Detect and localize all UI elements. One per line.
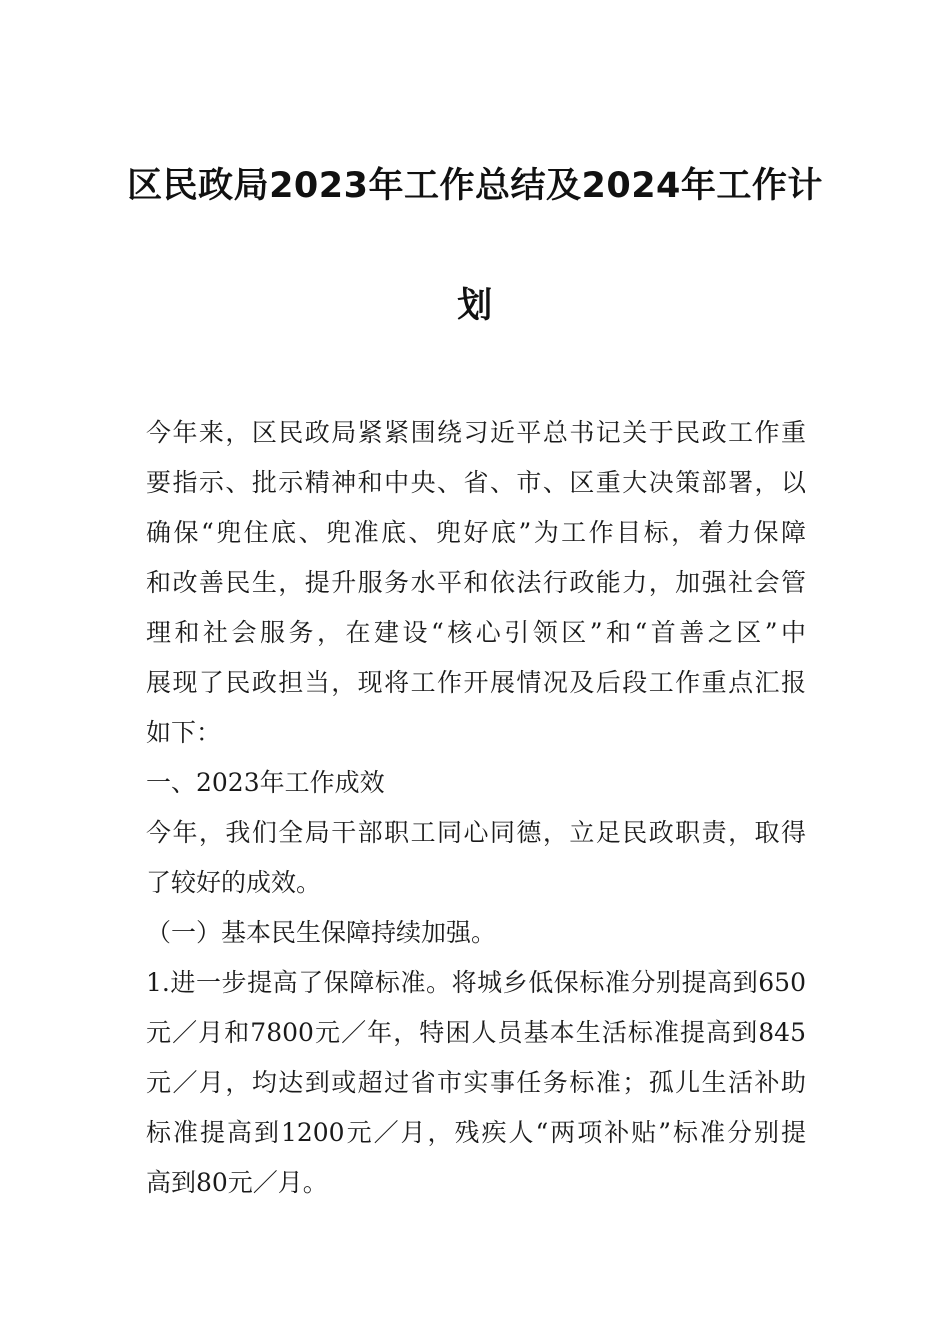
document-title-line-2: 划 xyxy=(457,286,493,326)
body-line: 高到80元／月。 xyxy=(146,1168,328,1197)
section-heading: 一、2023年工作成效 xyxy=(146,768,385,797)
body-line: 1.进一步提高了保障标准。将城乡低保标准分别提高到650 xyxy=(146,968,806,997)
document-title-line-1: 区民政局2023年工作总结及2024年工作计 xyxy=(127,166,823,206)
subsection-heading: （一）基本民生保障持续加强。 xyxy=(146,918,497,947)
body-line: 元／月，均达到或超过省市实事任务标准；孤儿生活补助 xyxy=(146,1068,806,1097)
body-line: 展现了民政担当，现将工作开展情况及后段工作重点汇报 xyxy=(146,668,806,697)
document-body xyxy=(146,408,806,1208)
body-line: 理和社会服务，在建设“核心引领区”和“首善之区”中 xyxy=(146,618,806,647)
body-line: 如下： xyxy=(146,718,222,747)
body-line: 标准提高到1200元／月，残疾人“两项补贴”标准分别提 xyxy=(146,1118,806,1147)
body-line: 和改善民生，提升服务水平和依法行政能力，加强社会管 xyxy=(146,568,806,597)
body-line: 确保“兜住底、兜准底、兜好底”为工作目标，着力保障 xyxy=(146,518,806,547)
body-line: 元／月和7800元／年，特困人员基本生活标准提高到845 xyxy=(146,1018,806,1047)
body-line: 了较好的成效。 xyxy=(146,868,322,897)
body-line: 今年来，区民政局紧紧围绕习近平总书记关于民政工作重 xyxy=(146,418,806,447)
body-line: 要指示、批示精神和中央、省、市、区重大决策部署，以 xyxy=(146,468,806,497)
body-line: 今年，我们全局干部职工同心同德，立足民政职责，取得 xyxy=(146,818,806,847)
